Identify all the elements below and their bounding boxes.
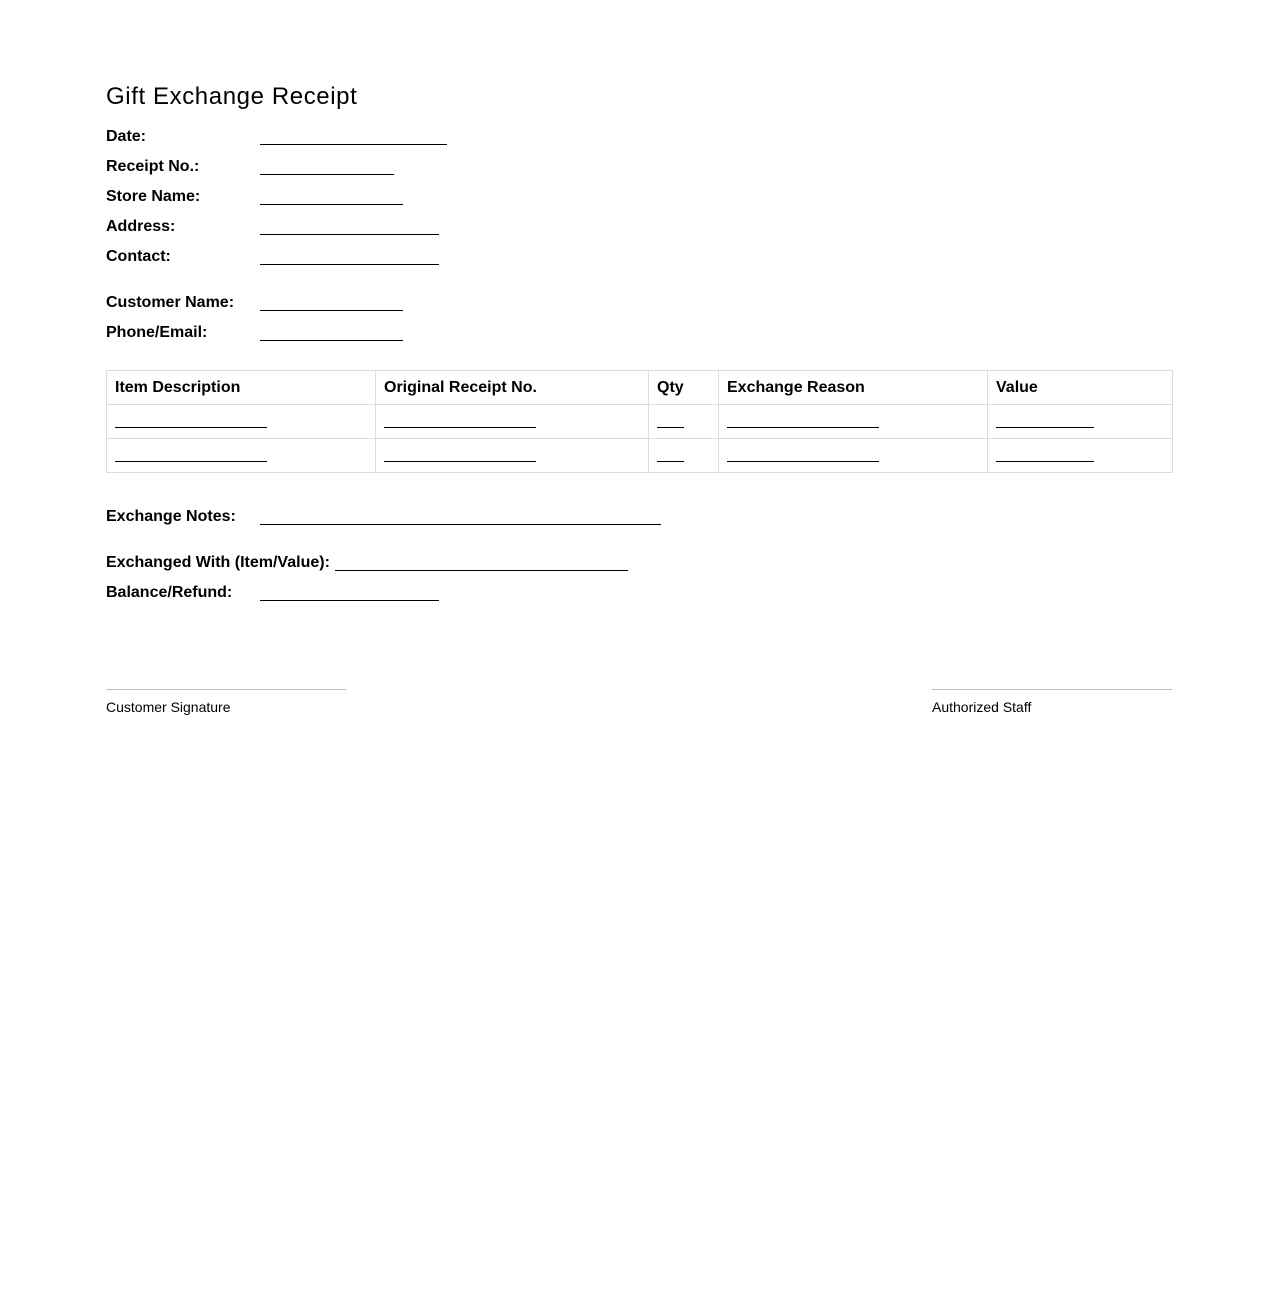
qty-cell (649, 439, 719, 473)
staff-signature-block (932, 689, 1172, 715)
table-header-row (107, 371, 1173, 405)
original-receipt-cell (376, 405, 649, 439)
exchanged-with-blank[interactable] (335, 570, 628, 571)
value-cell (988, 405, 1173, 439)
original-receipt-cell (376, 439, 649, 473)
staff-signature-line[interactable] (932, 689, 1172, 690)
qty-blank[interactable] (657, 427, 684, 428)
value-cell (988, 439, 1173, 473)
customer-name-label: Customer Name: (106, 294, 235, 311)
balance-refund-label: Balance/Refund: (106, 584, 233, 601)
item-description-cell (107, 405, 376, 439)
customer-name-blank[interactable] (260, 310, 403, 311)
value-blank[interactable] (996, 461, 1094, 462)
store-name-label: Store Name: (106, 188, 201, 205)
exchanged-with-field (106, 553, 1172, 573)
receipt-no-blank[interactable] (260, 174, 394, 175)
item-description-blank[interactable] (115, 427, 267, 428)
column-header-qty: Qty (649, 371, 719, 405)
address-blank[interactable] (260, 234, 439, 235)
phone-email-blank[interactable] (260, 340, 403, 341)
item-description-blank[interactable] (115, 461, 267, 462)
contact-blank[interactable] (260, 264, 439, 265)
exchange-notes-label: Exchange Notes: (106, 508, 236, 525)
receipt-no-label: Receipt No.: (106, 158, 200, 175)
value-blank[interactable] (996, 427, 1094, 428)
page-title: Gift Exchange Receipt (106, 83, 358, 110)
exchange-reason-blank[interactable] (727, 427, 879, 428)
original-receipt-blank[interactable] (384, 427, 536, 428)
table-row (107, 405, 1173, 439)
balance-refund-field (106, 583, 1172, 603)
exchange-notes-blank[interactable] (260, 524, 661, 525)
column-header-exchange-reason: Exchange Reason (719, 371, 988, 405)
customer-signature-label: Customer Signature (106, 699, 231, 715)
phone-email-label: Phone/Email: (106, 324, 208, 341)
customer-signature-line[interactable] (106, 689, 346, 690)
store-name-field (106, 187, 1172, 207)
item-description-cell (107, 439, 376, 473)
exchange-reason-blank[interactable] (727, 461, 879, 462)
exchanged-with-label: Exchanged With (Item/Value): (106, 554, 330, 571)
date-label: Date: (106, 128, 147, 145)
customer-signature-block (106, 689, 346, 715)
column-header-value: Value (988, 371, 1173, 405)
items-table (106, 370, 1173, 473)
qty-cell (649, 405, 719, 439)
qty-blank[interactable] (657, 461, 684, 462)
exchange-reason-cell (719, 439, 988, 473)
date-blank[interactable] (260, 144, 447, 145)
column-header-original-receipt-no: Original Receipt No. (376, 371, 649, 405)
address-field (106, 217, 1172, 237)
table-row (107, 439, 1173, 473)
original-receipt-blank[interactable] (384, 461, 536, 462)
contact-field (106, 247, 1172, 267)
balance-refund-blank[interactable] (260, 600, 439, 601)
address-label: Address: (106, 218, 176, 235)
phone-email-field (106, 323, 1172, 343)
staff-signature-label: Authorized Staff (932, 699, 1032, 715)
receipt-no-field (106, 157, 1172, 177)
date-field (106, 127, 1172, 147)
exchange-reason-cell (719, 405, 988, 439)
exchange-notes-field (106, 507, 1172, 527)
contact-label: Contact: (106, 248, 171, 265)
store-name-blank[interactable] (260, 204, 403, 205)
column-header-item-description: Item Description (107, 371, 376, 405)
customer-name-field (106, 293, 1172, 313)
